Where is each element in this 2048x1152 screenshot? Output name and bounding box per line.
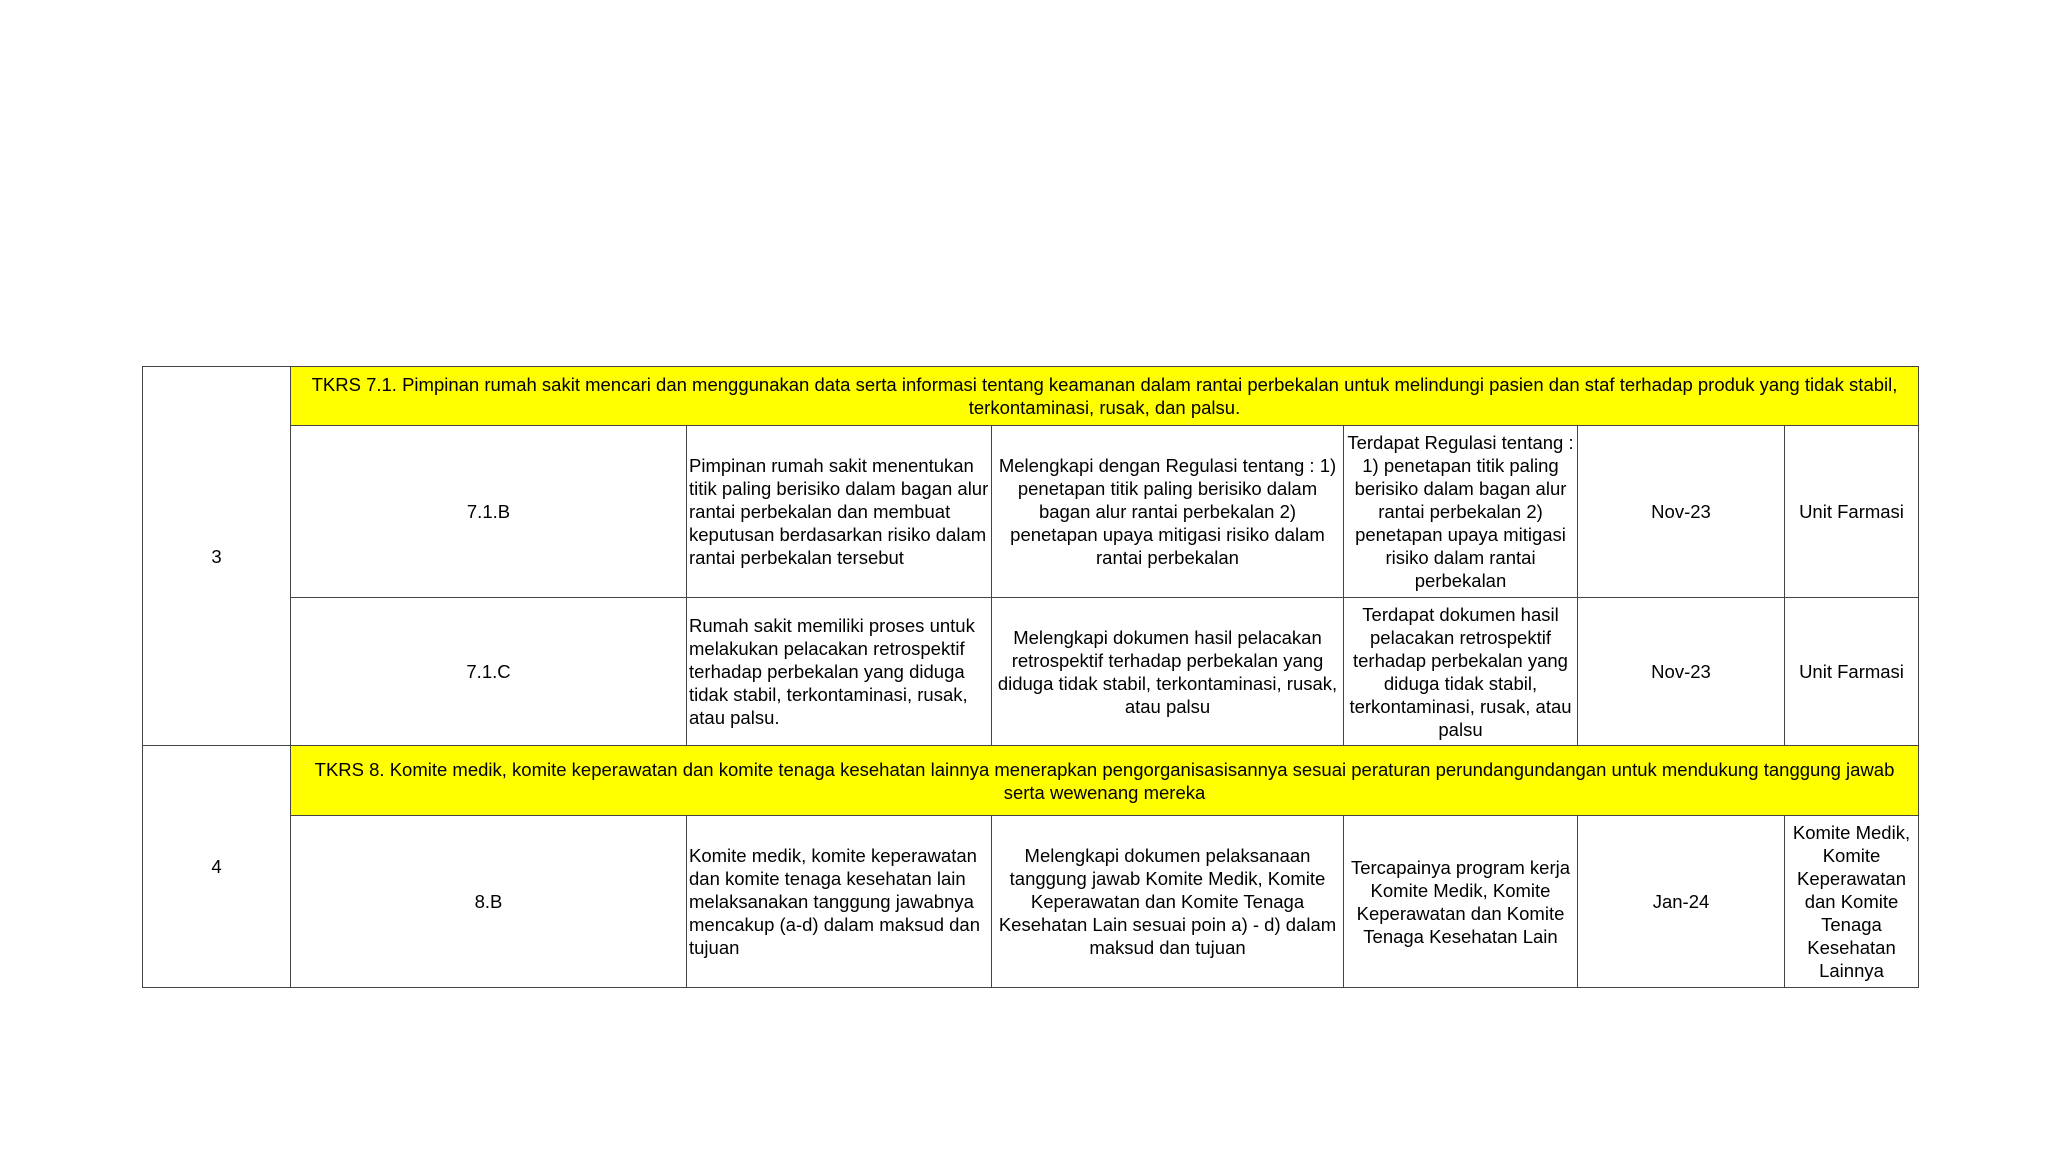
assessment-element: Komite medik, komite keperawatan dan komite tenaga kesehatan lain melaksanakan tanggung jawabnya mencakup (a-d) dalam maksud dan tujuan xyxy=(687,816,992,988)
target-date: Nov-23 xyxy=(1578,598,1785,746)
assessment-element: Pimpinan rumah sakit menentukan titik paling berisiko dalam bagan alur rantai perbekalan dan membuat keputusan berdasarkan risiko dalam rantai perbekalan tersebut xyxy=(687,426,992,598)
person-in-charge: Unit Farmasi xyxy=(1785,598,1919,746)
success-indicator: Tercapainya program kerja Komite Medik, Komite Keperawatan dan Komite Tenaga Kesehatan Lain xyxy=(1344,816,1578,988)
section-number: 4 xyxy=(143,746,291,988)
table-row xyxy=(143,426,1919,598)
improvement-action: Melengkapi dokumen pelaksanaan tanggung jawab Komite Medik, Komite Keperawatan dan Komite Tenaga Kesehatan Lain sesuai poin a) - d) dalam maksud dan tujuan xyxy=(992,816,1344,988)
person-in-charge: Komite Medik, Komite Keperawatan dan Komite Tenaga Kesehatan Lainnya xyxy=(1785,816,1919,988)
table-row xyxy=(143,816,1919,988)
improvement-action: Melengkapi dengan Regulasi tentang : 1) penetapan titik paling berisiko dalam bagan alur rantai perbekalan 2) penetapan upaya mitigasi risiko dalam rantai perbekalan xyxy=(992,426,1344,598)
person-in-charge: Unit Farmasi xyxy=(1785,426,1919,598)
improvement-action: Melengkapi dokumen hasil pelacakan retrospektif terhadap perbekalan yang diduga tidak stabil, terkontaminasi, rusak, atau palsu xyxy=(992,598,1344,746)
success-indicator: Terdapat dokumen hasil pelacakan retrospektif terhadap perbekalan yang diduga tidak stabil, terkontaminasi, rusak, atau palsu xyxy=(1344,598,1578,746)
target-date: Jan-24 xyxy=(1578,816,1785,988)
section-number: 3 xyxy=(143,367,291,746)
element-code: 8.B xyxy=(291,816,687,988)
section-header: TKRS 8. Komite medik, komite keperawatan dan komite tenaga kesehatan lainnya menerapkan pengorganisasisannya sesuai peraturan perundangundangan untuk mendukung tanggung jawab serta wewenang mereka xyxy=(291,746,1919,816)
success-indicator: Terdapat Regulasi tentang : 1) penetapan titik paling berisiko dalam bagan alur rantai perbekalan 2) penetapan upaya mitigasi risiko dalam rantai perbekalan xyxy=(1344,426,1578,598)
target-date: Nov-23 xyxy=(1578,426,1785,598)
assessment-element: Rumah sakit memiliki proses untuk melakukan pelacakan retrospektif terhadap perbekalan yang diduga tidak stabil, terkontaminasi, rusak, atau palsu. xyxy=(687,598,992,746)
element-code: 7.1.C xyxy=(291,598,687,746)
section-header-row xyxy=(143,367,1919,426)
element-code: 7.1.B xyxy=(291,426,687,598)
section-header: TKRS 7.1. Pimpinan rumah sakit mencari dan menggunakan data serta informasi tentang keamanan dalam rantai perbekalan untuk melindungi pasien dan staf terhadap produk yang tidak stabil, terkontaminasi, rusak, dan palsu. xyxy=(291,367,1919,426)
action-plan-table xyxy=(142,366,1919,988)
table-row xyxy=(143,598,1919,746)
section-header-row xyxy=(143,746,1919,816)
